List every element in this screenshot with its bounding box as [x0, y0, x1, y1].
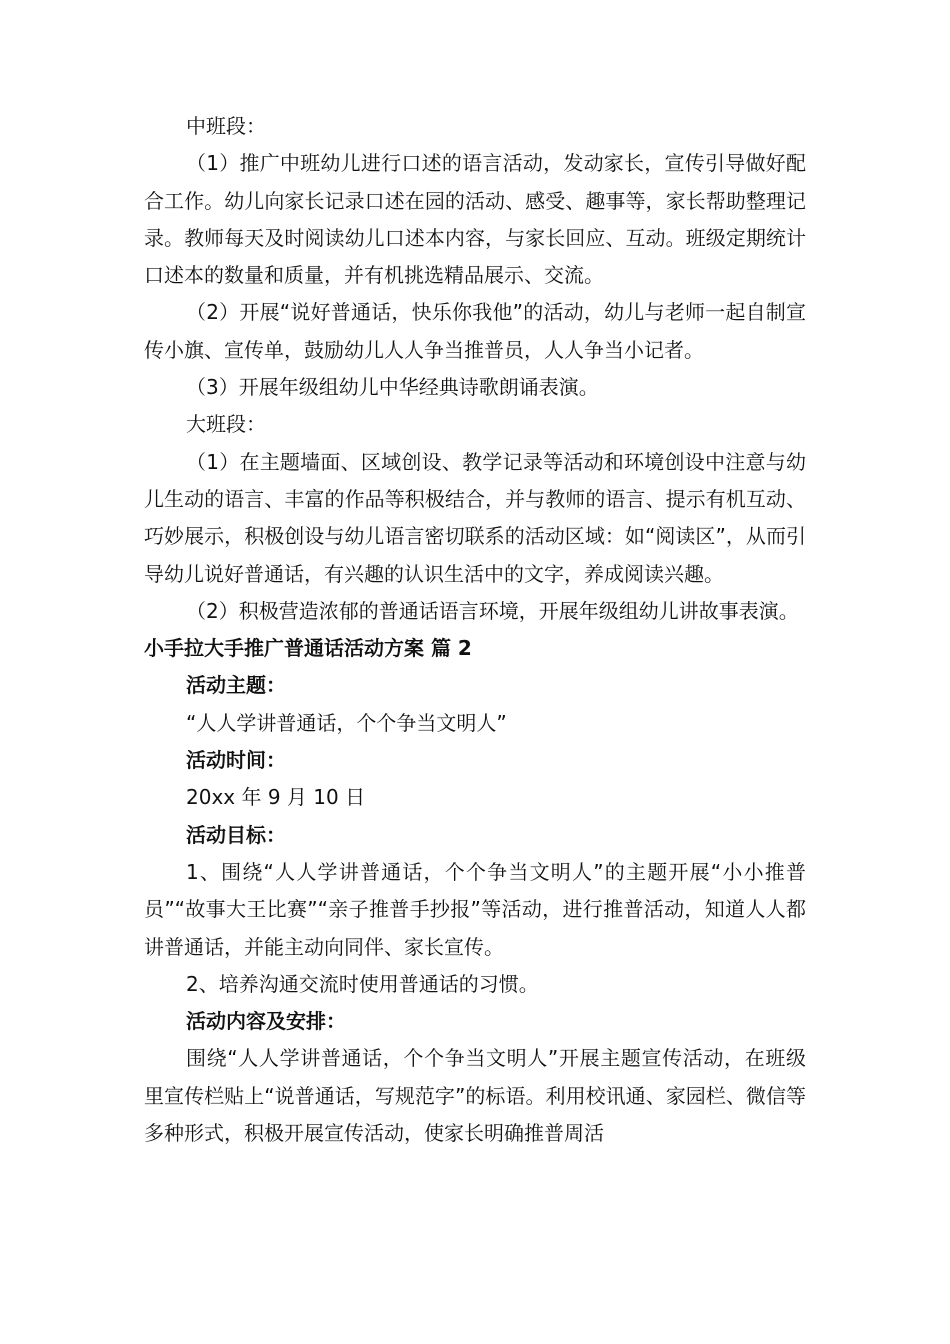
section-label-senior-class: 大班段： [186, 412, 266, 437]
section-label-middle-class: 中班段： [186, 114, 266, 138]
body-paragraph: （3）开展年级组幼儿中华经典诗歌朗诵表演。 [186, 375, 599, 400]
body-paragraph: 20xx 年 9 月 10 日 [186, 785, 366, 810]
body-paragraph: 1、围绕“人人学讲普通话，个个争当文明人”的主题开展“小小推普员”“故事大王比赛”“亲子推普手抄报”等活动，进行推普活动，知道人人都讲普通话，并能主动向同伴、家长宣传。 [144, 859, 806, 959]
body-paragraph: 围绕“人人学讲普通话，个个争当文明人”开展主题宣传活动，在班级里宣传栏贴上“说普通话，写规范字”的标语。利用校讯通、家园栏、微信等多种形式，积极开展宣传活动，使家长明确推普周活 [144, 1046, 806, 1146]
subheading-theme: 活动主题： [186, 673, 286, 698]
body-paragraph: （2）积极营造浓郁的普通话语言环境，开展年级组幼儿讲故事表演。 [186, 598, 799, 623]
body-paragraph: “人人学讲普通话，个个争当文明人” [186, 710, 507, 735]
document-page [144, 108, 806, 1152]
subheading-goals: 活动目标： [186, 822, 286, 847]
subheading-time: 活动时间： [186, 748, 286, 773]
section-heading: 小手拉大手推广普通话活动方案 篇 2 [144, 636, 472, 661]
body-paragraph: （1）推广中班幼儿进行口述的语言活动，发动家长，宣传引导做好配合工作。幼儿向家长记录口述在园的活动、感受、趣事等，家长帮助整理记录。教师每天及时阅读幼儿口述本内容，与家长回应、互动。班级定期统计口述本的数量和质量，并有机挑选精品展示、交流。 [144, 151, 806, 288]
body-paragraph: （2）开展“说好普通话，快乐你我他”的活动，幼儿与老师一起自制宣传小旗、宣传单，鼓励幼儿人人争当推普员，人人争当小记者。 [144, 300, 806, 362]
subheading-content: 活动内容及安排： [186, 1009, 346, 1034]
body-paragraph: 2、培养沟通交流时使用普通话的习惯。 [186, 971, 539, 996]
body-paragraph: （1）在主题墙面、区域创设、教学记录等活动和环境创设中注意与幼儿生动的语言、丰富的作品等积极结合，并与教师的语言、提示有机互动、巧妙展示，积极创设与幼儿语言密切联系的活动区域：如“阅读区”，从而引导幼儿说好普通话，有兴趣的认识生活中的文字，养成阅读兴趣。 [144, 449, 806, 586]
